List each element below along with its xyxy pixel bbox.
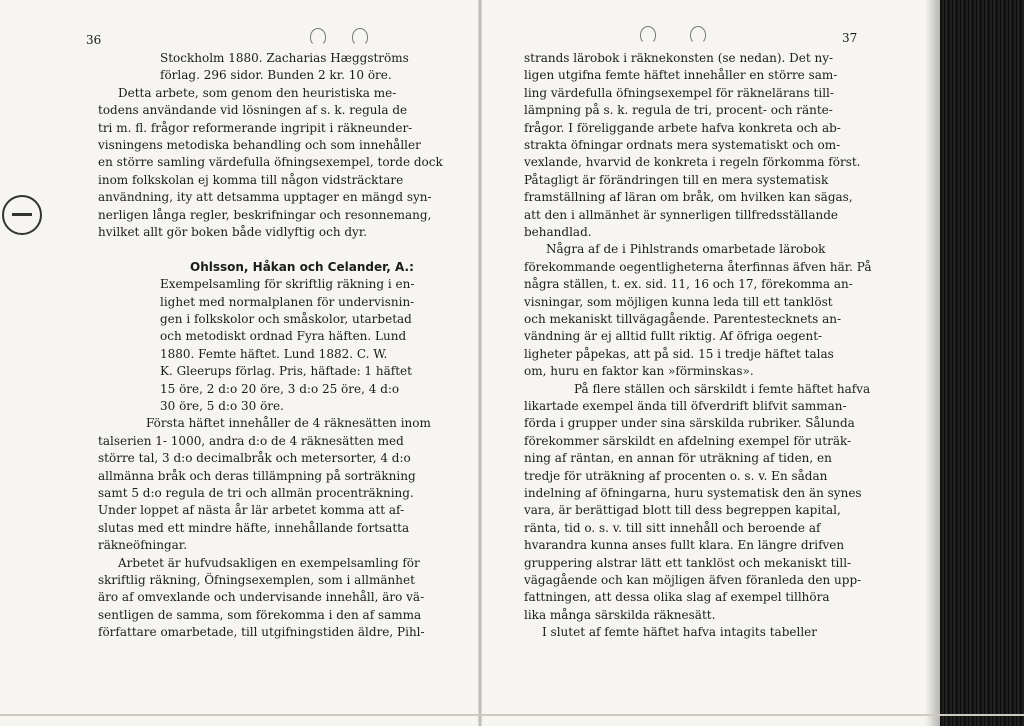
text-line: vägagående och kan möjligen äfven föranleda den upp- [524,573,862,587]
text-line: Arbetet är hufvudsakligen en exempelsamling för [118,555,420,570]
text-line: ligheter påpekas, att på sid. 15 i tredje häftet talas [524,346,834,361]
text-line: vara, är berättigad blott till dess begreppen kapital, [524,503,841,518]
text-line: nerligen långa regler, beskrifningar och resonnemang, [98,207,432,222]
text-line: I slutet af femte häftet hafva intagits tabeller [542,625,817,640]
text-line: förda i grupper under sina särskilda rubriker. Sålunda [524,416,855,431]
text-line: en större samling värdefulla öfningsexempel, torde dock [98,155,443,170]
text-line: skriftlig räkning, Öfningsexemplen, som i allmänhet [98,573,415,587]
text-line: vändning är ej alltid fullt riktig. Af öfriga oegent- [524,329,823,344]
text-line: strakta öfningar ordnats mera systematiskt och om- [524,138,841,152]
text-line: ling värdefulla öfningsexempel för räknelärans till- [524,85,834,100]
text-line: vexlande, hvarvid de konkreta i regeln förkomma först. [524,155,861,170]
punch-hole-icon [352,28,368,46]
text-line: förlag. 296 sidor. Bunden 2 kr. 10 öre. [160,68,392,83]
bottom-edge [0,714,1024,716]
text-line: författare omarbetade, till utgifningstiden äldre, Pihl- [98,625,425,640]
text-line: om, huru en faktor kan »förminskas». [524,364,754,379]
page-gutter [478,0,482,726]
text-line: likartade exempel ända till öfverdrift blifvit samman- [524,399,847,413]
text-line: gen i folkskolor och småskolor, utarbetad [160,312,412,326]
text-line: förekommande oegentligheterna återfinnas äfven här. På [524,259,872,274]
text-line: 1880. Femte häftet. Lund 1882. C. W. [160,346,388,361]
text-line: äro af omvexlande och undervisande innehåll, äro vä- [98,590,425,605]
text-line: räkneöfningar. [98,538,188,553]
text-line: Första häftet innehåller de 4 räknesätten inom [146,416,431,431]
text-line: och mekaniskt tillvägagående. Parentestecknets an- [524,312,842,326]
text-line: Stockholm 1880. Zacharias Hæggströms [160,51,409,65]
text-line: slutas med ett mindre häfte, innehållande fortsatta [98,520,410,535]
text-line: samt 5 d:o regula de tri och allmän procenträkning. [98,486,414,500]
punch-hole-icon [310,28,326,46]
text-line: På flere ställen och särskildt i femte häftet hafva [574,381,871,396]
text-line: 30 öre, 5 d:o 30 öre. [160,399,284,413]
text-line: visningar, som möjligen kunna leda till ett tanklöst [524,294,833,309]
text-line: Påtagligt är förändringen till en mera systematisk [524,172,829,187]
text-line: lika många särskilda räknesätt. [524,607,716,622]
text-line: Detta arbete, som genom den heuristiska me- [118,85,397,100]
text-line: strands lärobok i räknekonsten (se nedan). Det ny- [524,51,834,65]
text-line: ränta, tid o. s. v. till sitt innehåll och beroende af [524,520,821,535]
text-line: hvarandra kunna anses fullt klara. En längre drifven [524,538,845,553]
text-line: Några af de i Pihlstrands omarbetade lärobok [546,242,826,257]
text-line: inom folkskolan ej komma till någon vidsträcktare [98,172,404,187]
left-page-number: 36 [86,33,102,47]
punch-hole-icon [690,26,706,44]
text-line: några ställen, t. ex. sid. 11, 16 och 17, förekomma an- [524,277,853,292]
text-line: större tal, 3 d:o decimalbråk och metersorter, 4 d:o [98,451,411,466]
library-stamp-icon [2,195,42,235]
text-line: framställning af läran om bråk, om hvilken kan sägas, [524,190,853,205]
text-line: indelning af öfningarna, huru systematisk den än synes [524,486,862,500]
text-line: visningens metodiska behandling och som innehåller [98,138,421,152]
text-line: tredje för uträkning af procenten o. s. v. En sådan [524,468,828,483]
punch-hole-icon [640,26,656,44]
right-page-number: 37 [842,31,858,45]
text-line: talserien 1- 1000, andra d:o de 4 räknesätten med [98,433,404,448]
text-line: gruppering alstrar lätt ett tanklöst och mekaniskt till- [524,555,852,570]
text-line: tri m. fl. frågor reformerande ingripit i räkneunder- [98,120,413,135]
text-line: sentligen de samma, som förekomma i den af samma [98,607,422,622]
text-line: och metodiskt ordnad Fyra häften. Lund [160,329,407,344]
book-edge [940,0,1024,726]
text-line: fattningen, att dessa olika slag af exempel tillhöra [524,590,830,605]
text-line: allmänna bråk och deras tillämpning på sorträkning [98,468,416,483]
text-line: behandlad. [524,225,592,239]
text-line: ning af räntan, en annan för uträkning af tiden, en [524,451,832,466]
text-line: Ohlsson, Håkan och Celander, A.: [190,259,414,274]
text-line: 15 öre, 2 d:o 20 öre, 3 d:o 25 öre, 4 d:o [160,381,400,396]
text-line: förekommer särskildt en afdelning exempel för uträk- [524,433,852,448]
text-line: Exempelsamling för skriftlig räkning i en- [160,277,415,292]
text-line: Under loppet af nästa år lär arbetet komma att af- [98,503,405,518]
text-line: användning, ity att detsamma upptager en mängd syn- [98,190,432,205]
text-line: att den i allmänhet är synnerligen tillfredsställande [524,207,839,222]
text-line: lighet med normalplanen för undervisnin- [160,294,415,309]
text-line: lämpning på s. k. regula de tri, procent- och ränte- [524,103,833,118]
text-line: ligen utgifna femte häftet innehåller en större sam- [524,68,838,83]
text-line: todens användande vid lösningen af s. k. regula de [98,103,408,118]
text-line: hvilket allt gör boken både vidlyftig och dyr. [98,225,368,239]
text-line: K. Gleerups förlag. Pris, häftade: 1 häftet [160,364,412,379]
text-line: frågor. I föreliggande arbete hafva konkreta och ab- [524,120,841,135]
